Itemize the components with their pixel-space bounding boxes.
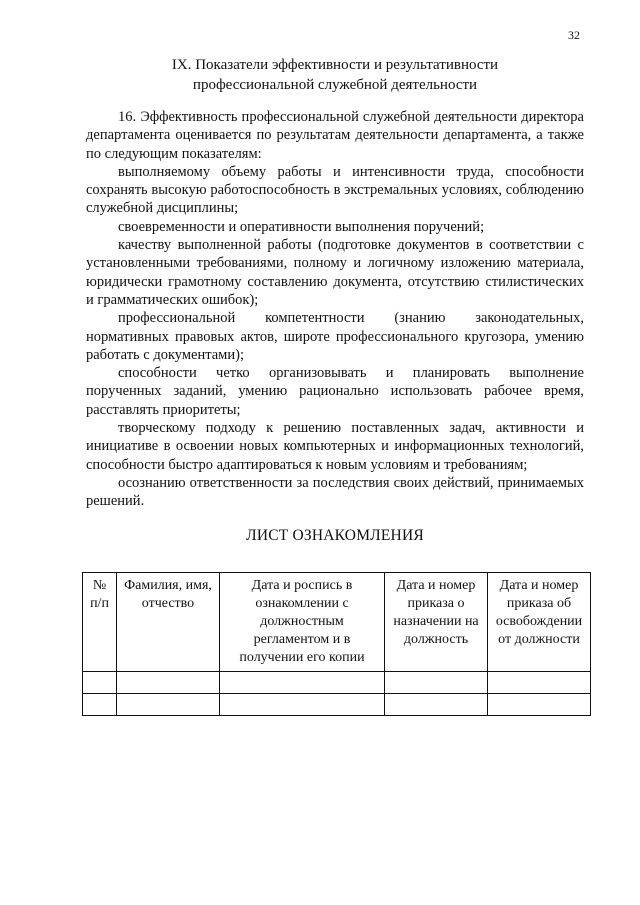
- section-title-line-2: профессиональной служебной деятельности: [192, 77, 478, 93]
- column-header-dismissal-order: Дата и номер приказа об освобождении от должности: [488, 573, 591, 672]
- section-title-line-1: IX. Показатели эффективности и результативности: [171, 57, 499, 73]
- paragraph-criterion-creativity: творческому подходу к решению поставленных задач, активности и инициативе в освоении новых компьютерных и информационных технологий, способности быстро адаптироваться к новым условиям и требованиям;: [86, 420, 584, 473]
- table-row: [83, 694, 591, 716]
- section-title: [86, 55, 584, 95]
- paragraph-criterion-responsibility: осознанию ответственности за последствия своих действий, принимаемых решений.: [86, 474, 584, 510]
- table-row: [83, 672, 591, 694]
- table-cell: [83, 672, 117, 694]
- body-text: [86, 108, 584, 511]
- table-cell: [385, 672, 488, 694]
- table-cell: [488, 694, 591, 716]
- column-header-signature-date: Дата и роспись в ознакомлении с должностным регламентом и в получении его копии: [220, 573, 385, 672]
- column-header-full-name: Фамилия, имя, отчество: [117, 573, 220, 672]
- ack-sheet-title: ЛИСТ ОЗНАКОМЛЕНИЯ: [246, 527, 424, 544]
- table-cell: [220, 672, 385, 694]
- paragraph-criterion-timeliness: своевременности и оперативности выполнения поручений;: [118, 218, 485, 235]
- paragraph-criterion-quality: качеству выполненной работы (подготовке документов в соответствии с установленными требованиями, полному и логичному изложению материала, юридически грамотному составлению документа, отсутствию стилистических и грамматических ошибок);: [86, 237, 584, 308]
- page-number: 32: [568, 28, 580, 42]
- column-header-number: № п/п: [83, 573, 117, 672]
- table-cell: [117, 694, 220, 716]
- column-header-appointment-order: Дата и номер приказа о назначении на должность: [385, 573, 488, 672]
- table-cell: [220, 694, 385, 716]
- ack-table: [82, 572, 591, 716]
- paragraph-criterion-workload: выполняемому объему работы и интенсивности труда, способности сохранять высокую работоспособность в экстремальных условиях, соблюдению служебной дисциплины;: [86, 163, 584, 217]
- paragraph-criterion-competence: профессиональной компетентности (знанию законодательных, нормативных правовых актов, широте профессионального кругозора, умению работать с документами);: [86, 310, 584, 363]
- paragraph-criterion-planning: способности четко организовывать и планировать выполнение порученных заданий, умению рационально использовать рабочее время, расставлять приоритеты;: [86, 365, 584, 418]
- table-cell: [488, 672, 591, 694]
- table-cell: [83, 694, 117, 716]
- paragraph-intro: 16. Эффективность профессиональной служебной деятельности директора департамента оценивается по результатам деятельности департамента, а также по следующим показателям:: [86, 109, 584, 162]
- table-cell: [385, 694, 488, 716]
- table-cell: [117, 672, 220, 694]
- ack-table-header-row: [83, 573, 591, 672]
